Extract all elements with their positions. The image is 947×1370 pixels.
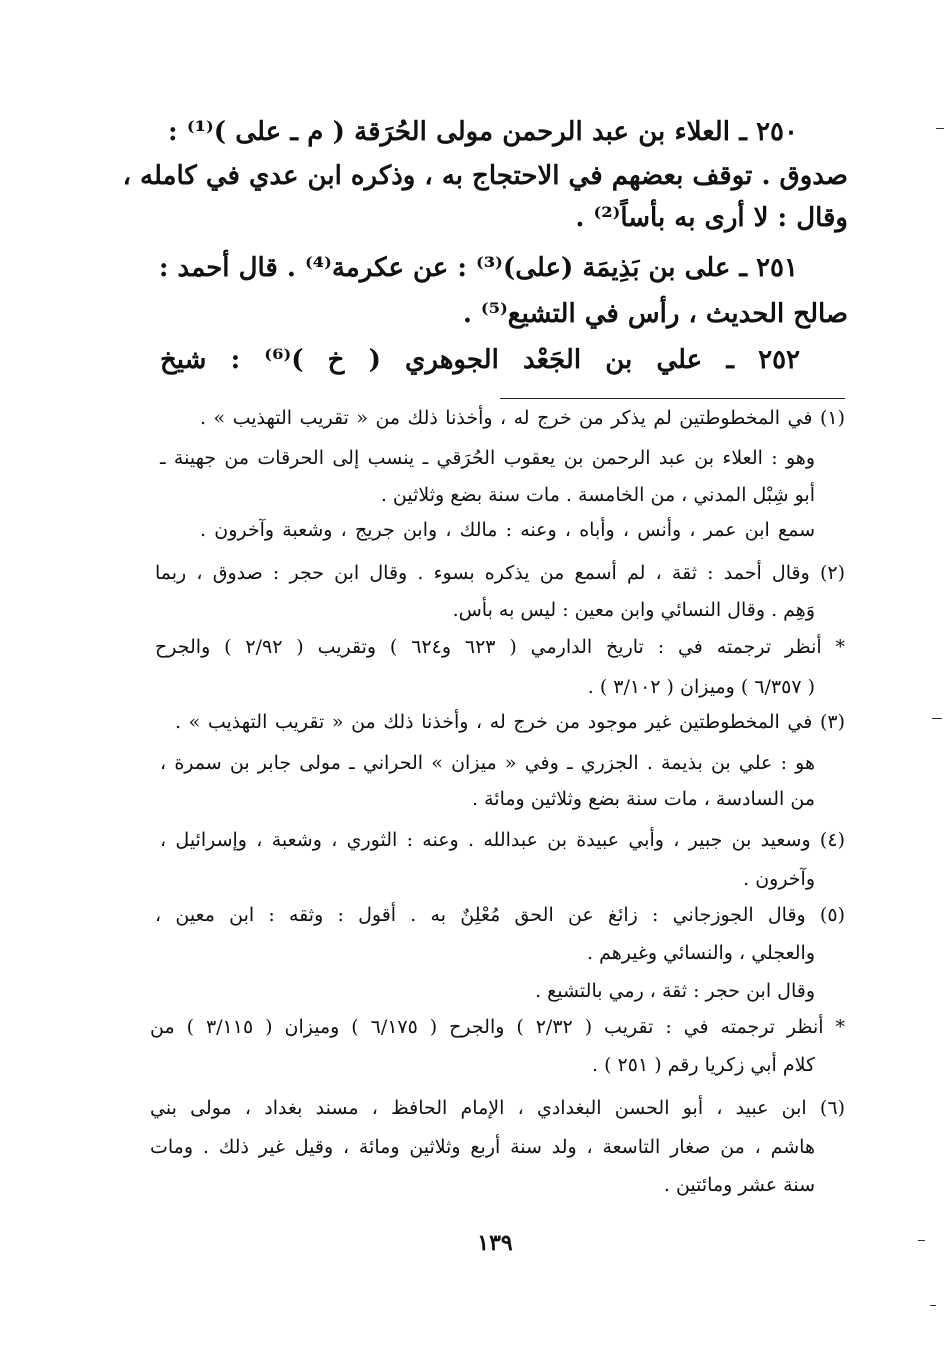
scan-mark: [930, 1305, 936, 1306]
footnote-line: وهو : العلاء بن عبد الرحمن بن يعقوب الحُرَقي ـ ينسب إلى الحرقات من جهينة ـ: [160, 447, 815, 469]
entry-252-line-1: ٢٥٢ ـ علي بن الجَعْد الجوهري ( خ )⁽⁶⁾ : شيخ: [160, 345, 801, 375]
entry-251-line-1: ٢٥١ ـ على بن بَذِيمَة (على)⁽³⁾ : عن عكرمة⁽⁴⁾ . قال أحمد :: [158, 253, 798, 283]
entry-250-line-2: صدوق . توقف بعضهم في الاحتجاج به ، وذكره ابن عدي في كامله ،: [122, 161, 848, 191]
scan-mark: [936, 128, 944, 129]
entry-250-line-1: ٢٥٠ ـ العلاء بن عبد الرحمن مولى الحُرَقة ( م ـ على )⁽¹⁾ :: [168, 117, 798, 147]
footnote-line: والعجلي ، والنسائي وغيرهم .: [587, 942, 815, 964]
footnote-line: من السادسة ، مات سنة بضع وثلاثين ومائة .: [472, 788, 815, 810]
footnote-line: وقال ابن حجر : ثقة ، رمي بالتشيع .: [535, 980, 815, 1002]
footnote-line: وآخرون .: [743, 868, 815, 890]
footnote-line: (٤) وسعيد بن جبير ، وأبي عبيدة بن عبدالله . وعنه : الثوري ، وشعبة ، وإسرائيل ،: [160, 829, 845, 851]
scan-mark: [932, 718, 942, 719]
page-number: ١٣٩: [477, 1230, 513, 1256]
footnote-separator: [500, 398, 845, 399]
footnote-line: (٣) في المخطوطتين غير موجود من خرج له ، وأخذنا ذلك من « تقريب التهذيب » .: [175, 711, 845, 733]
footnote-line: هاشم ، من صغار التاسعة ، ولد سنة أربع وثلاثين ومائة ، وقيل غير ذلك . ومات: [150, 1136, 815, 1158]
footnote-line: (٢) وقال أحمد : ثقة ، لم أسمع من يذكره بسوء . وقال ابن حجر : صدوق ، ربما: [155, 562, 845, 584]
footnote-line: أبو شِبْل المدني ، من الخامسة . مات سنة بضع وثلاثين .: [380, 484, 815, 506]
footnote-line: سنة عشر ومائتين .: [663, 1174, 815, 1196]
footnote-line: * أنظر ترجمته في : تاريخ الدارمي ( ٦٢٣ و٦٢٤ ) وتقريب ( ٢/٩٢ ) والجرح: [155, 636, 846, 658]
footnote-line: * أنظر ترجمته في : تقريب ( ٢/٣٢ ) والجرح ( ٦/١٧٥ ) وميزان ( ٣/١١٥ ) من: [150, 1016, 845, 1038]
footnote-line: (٥) وقال الجوزجاني : زائغ عن الحق مُعْلِنٌ به . أقول : وثقه : ابن معين ،: [155, 904, 845, 926]
footnote-line: (١) في المخطوطتين لم يذكر من خرج له ، وأخذنا ذلك من « تقريب التهذيب » .: [200, 407, 845, 429]
footnote-line: وَهِم . وقال النسائي وابن معين : ليس به بأس.: [452, 599, 815, 621]
footnote-line: ( ٦/٣٥٧ ) وميزان ( ٣/١٠٢ ) .: [587, 676, 815, 698]
footnote-line: هو : علي بن بذيمة . الجزري ـ وفي « ميزان » الحراني ـ مولى جابر بن سمرة ،: [160, 752, 815, 774]
footnote-line: كلام أبي زكريا رقم ( ٢٥١ ) .: [592, 1054, 815, 1076]
entry-251-line-2: صالح الحديث ، رأس في التشيع⁽⁵⁾ .: [462, 299, 848, 329]
footnote-line: سمع ابن عمر ، وأنس ، وأباه ، وعنه : مالك ، وابن جريج ، وشعبة وآخرون .: [200, 519, 815, 541]
footnote-line: (٦) ابن عبيد ، أبو الحسن البغدادي ، الإمام الحافظ ، مسند بغداد ، مولى بني: [150, 1097, 845, 1119]
entry-250-line-3: وقال : لا أرى به بأساً⁽²⁾ .: [575, 203, 848, 233]
scan-mark: [918, 1240, 925, 1241]
